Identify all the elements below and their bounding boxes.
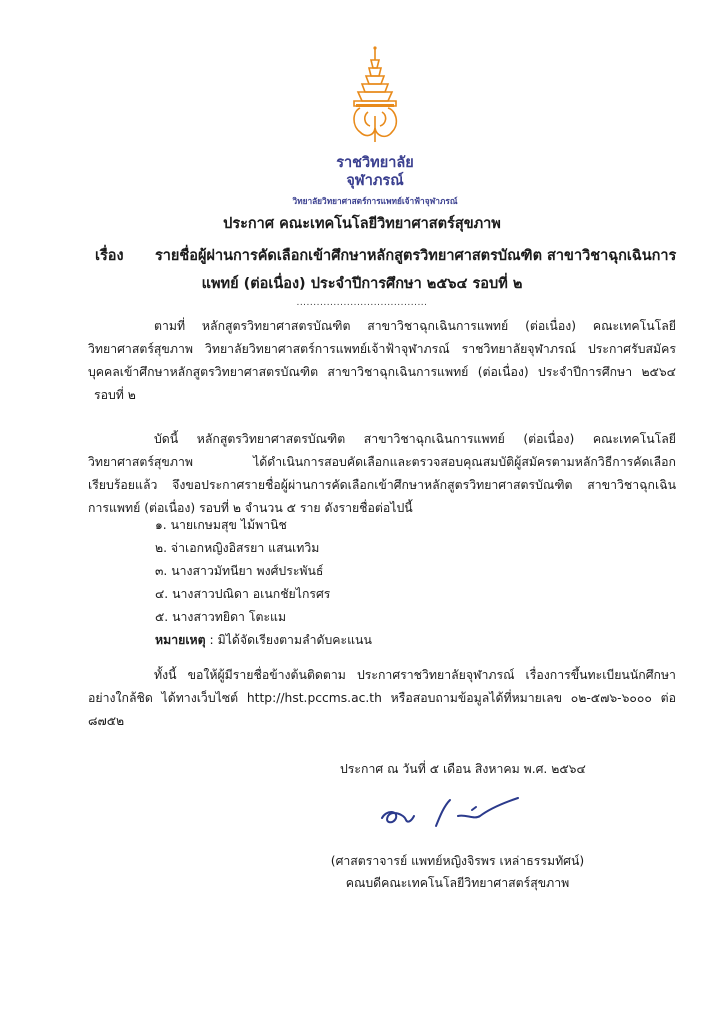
subject-line2: แพทย์ (ต่อเนื่อง) ประจำปีการศึกษา ๒๕๖๔ รอบที่ ๒ bbox=[201, 276, 523, 292]
paragraph-1-line-4: รอบที่ ๒ bbox=[94, 388, 136, 402]
paragraph-3-line-2: อย่างใกล้ชิด ได้ทางเว็บไซต์ http://hst.pccms.ac.th หรือสอบถามข้อมูลได้ที่หมายเลข ๐๒-๕๗๖-๖๐๐๐ ต่อ bbox=[88, 687, 676, 710]
palace-spire-crest-logo bbox=[330, 46, 420, 146]
announcement-date: ประกาศ ณ วันที่ ๕ เดือน สิงหาคม พ.ศ. ๒๕๖๔ bbox=[340, 762, 586, 776]
paragraph-2-line-4: การแพทย์ (ต่อเนื่อง) รอบที่ ๒ จำนวน ๕ ราย ดังรายชื่อต่อไปนี้ bbox=[88, 501, 413, 515]
note bbox=[155, 629, 372, 652]
list-item: ๑. นายเกษมสุข ไม้พานิช bbox=[155, 518, 287, 532]
paragraph-2-line-3: เรียบร้อยแล้ว จึงขอประกาศรายชื่อผู้ผ่านการคัดเลือกเข้าศึกษาหลักสูตรวิทยาศาสตรบัณฑิต สาขาวิชาฉุกเฉิน bbox=[88, 478, 676, 492]
selected-names-list bbox=[155, 514, 372, 652]
paragraph-1-line-1: ตามที่ หลักสูตรวิทยาศาสตรบัณฑิต สาขาวิชาฉุกเฉินการแพทย์ (ต่อเนื่อง) คณะเทคโนโลยี bbox=[154, 319, 676, 333]
website-link[interactable]: http://hst.pccms.ac.th bbox=[246, 691, 382, 705]
note-label: หมายเหตุ bbox=[155, 633, 206, 647]
paragraph-2 bbox=[88, 428, 676, 520]
paragraph-1-line-3: บุคคลเข้าศึกษาหลักสูตรวิทยาศาสตรบัณฑิต สาขาวิชาฉุกเฉินการแพทย์ (ต่อเนื่อง) ประจำปีการศึกษา ๒๕๖๔ bbox=[88, 365, 676, 379]
signer-name: (ศาสตราจารย์ แพทย์หญิงจิรพร เหล่าธรรมทัศน์) bbox=[330, 854, 585, 868]
list-item: ๒. จ่าเอกหญิงอิสรยา แสนเทวิม bbox=[155, 541, 320, 555]
paragraph-3-line-1: ทั้งนี้ ขอให้ผู้มีรายชื่อข้างต้นติดตาม ประกาศราชวิทยาลัยจุฬาภรณ์ เรื่องการขึ้นทะเบียนนักศึกษา bbox=[154, 668, 676, 682]
announcement-title: ประกาศ คณะเทคโนโลยีวิทยาศาสตร์สุขภาพ bbox=[223, 216, 501, 232]
paragraph-2-line-2: วิทยาศาสตร์สุขภาพ ได้ดำเนินการสอบคัดเลือกและตรวจสอบคุณสมบัติผู้สมัครตามหลักวิธีการคัดเลือก bbox=[88, 455, 676, 469]
subject-label: เรื่อง bbox=[95, 248, 124, 264]
institution-name-line1: ราชวิทยาลัย bbox=[336, 155, 414, 171]
list-item: ๔. นางสาวปณิดา อเนกชัยไกรศร bbox=[155, 587, 331, 601]
paragraph-1-line-2: วิทยาศาสตร์สุขภาพ วิทยาลัยวิทยาศาสตร์การแพทย์เจ้าฟ้าจุฬาภรณ์ ราชวิทยาลัยจุฬาภรณ์ ประกาศรับสมัคร bbox=[88, 342, 676, 356]
note-text: : มิได้จัดเรียงตามลำดับคะแนน bbox=[205, 633, 372, 647]
list-item: ๓. นางสาวมัทนียา พงศ์ประพันธ์ bbox=[155, 564, 324, 578]
handwritten-signature bbox=[376, 790, 526, 840]
paragraph-3 bbox=[88, 664, 676, 733]
paragraph-1 bbox=[88, 315, 676, 407]
institution-name-line2: จุฬาภรณ์ bbox=[346, 173, 404, 189]
list-item: ๕. นางสาวทยิดา โตะแม bbox=[155, 610, 287, 624]
paragraph-2-line-1: บัดนี้ หลักสูตรวิทยาศาสตรบัณฑิต สาขาวิชาฉุกเฉินการแพทย์ (ต่อเนื่อง) คณะเทคโนโลยี bbox=[154, 432, 676, 446]
signer-block bbox=[325, 850, 590, 894]
paragraph-3-line-3: ๘๗๕๒ bbox=[88, 714, 125, 728]
signer-title: คณบดีคณะเทคโนโลยีวิทยาศาสตร์สุขภาพ bbox=[345, 876, 570, 890]
institution-subname: วิทยาลัยวิทยาศาสตร์การแพทย์เจ้าฟ้าจุฬาภรณ์ bbox=[292, 196, 458, 206]
subject-line1: รายชื่อผู้ผ่านการคัดเลือกเข้าศึกษาหลักสูตรวิทยาศาสตรบัณฑิต สาขาวิชาฉุกเฉินการ bbox=[155, 248, 677, 264]
title-separator: ....................................... bbox=[296, 298, 428, 308]
